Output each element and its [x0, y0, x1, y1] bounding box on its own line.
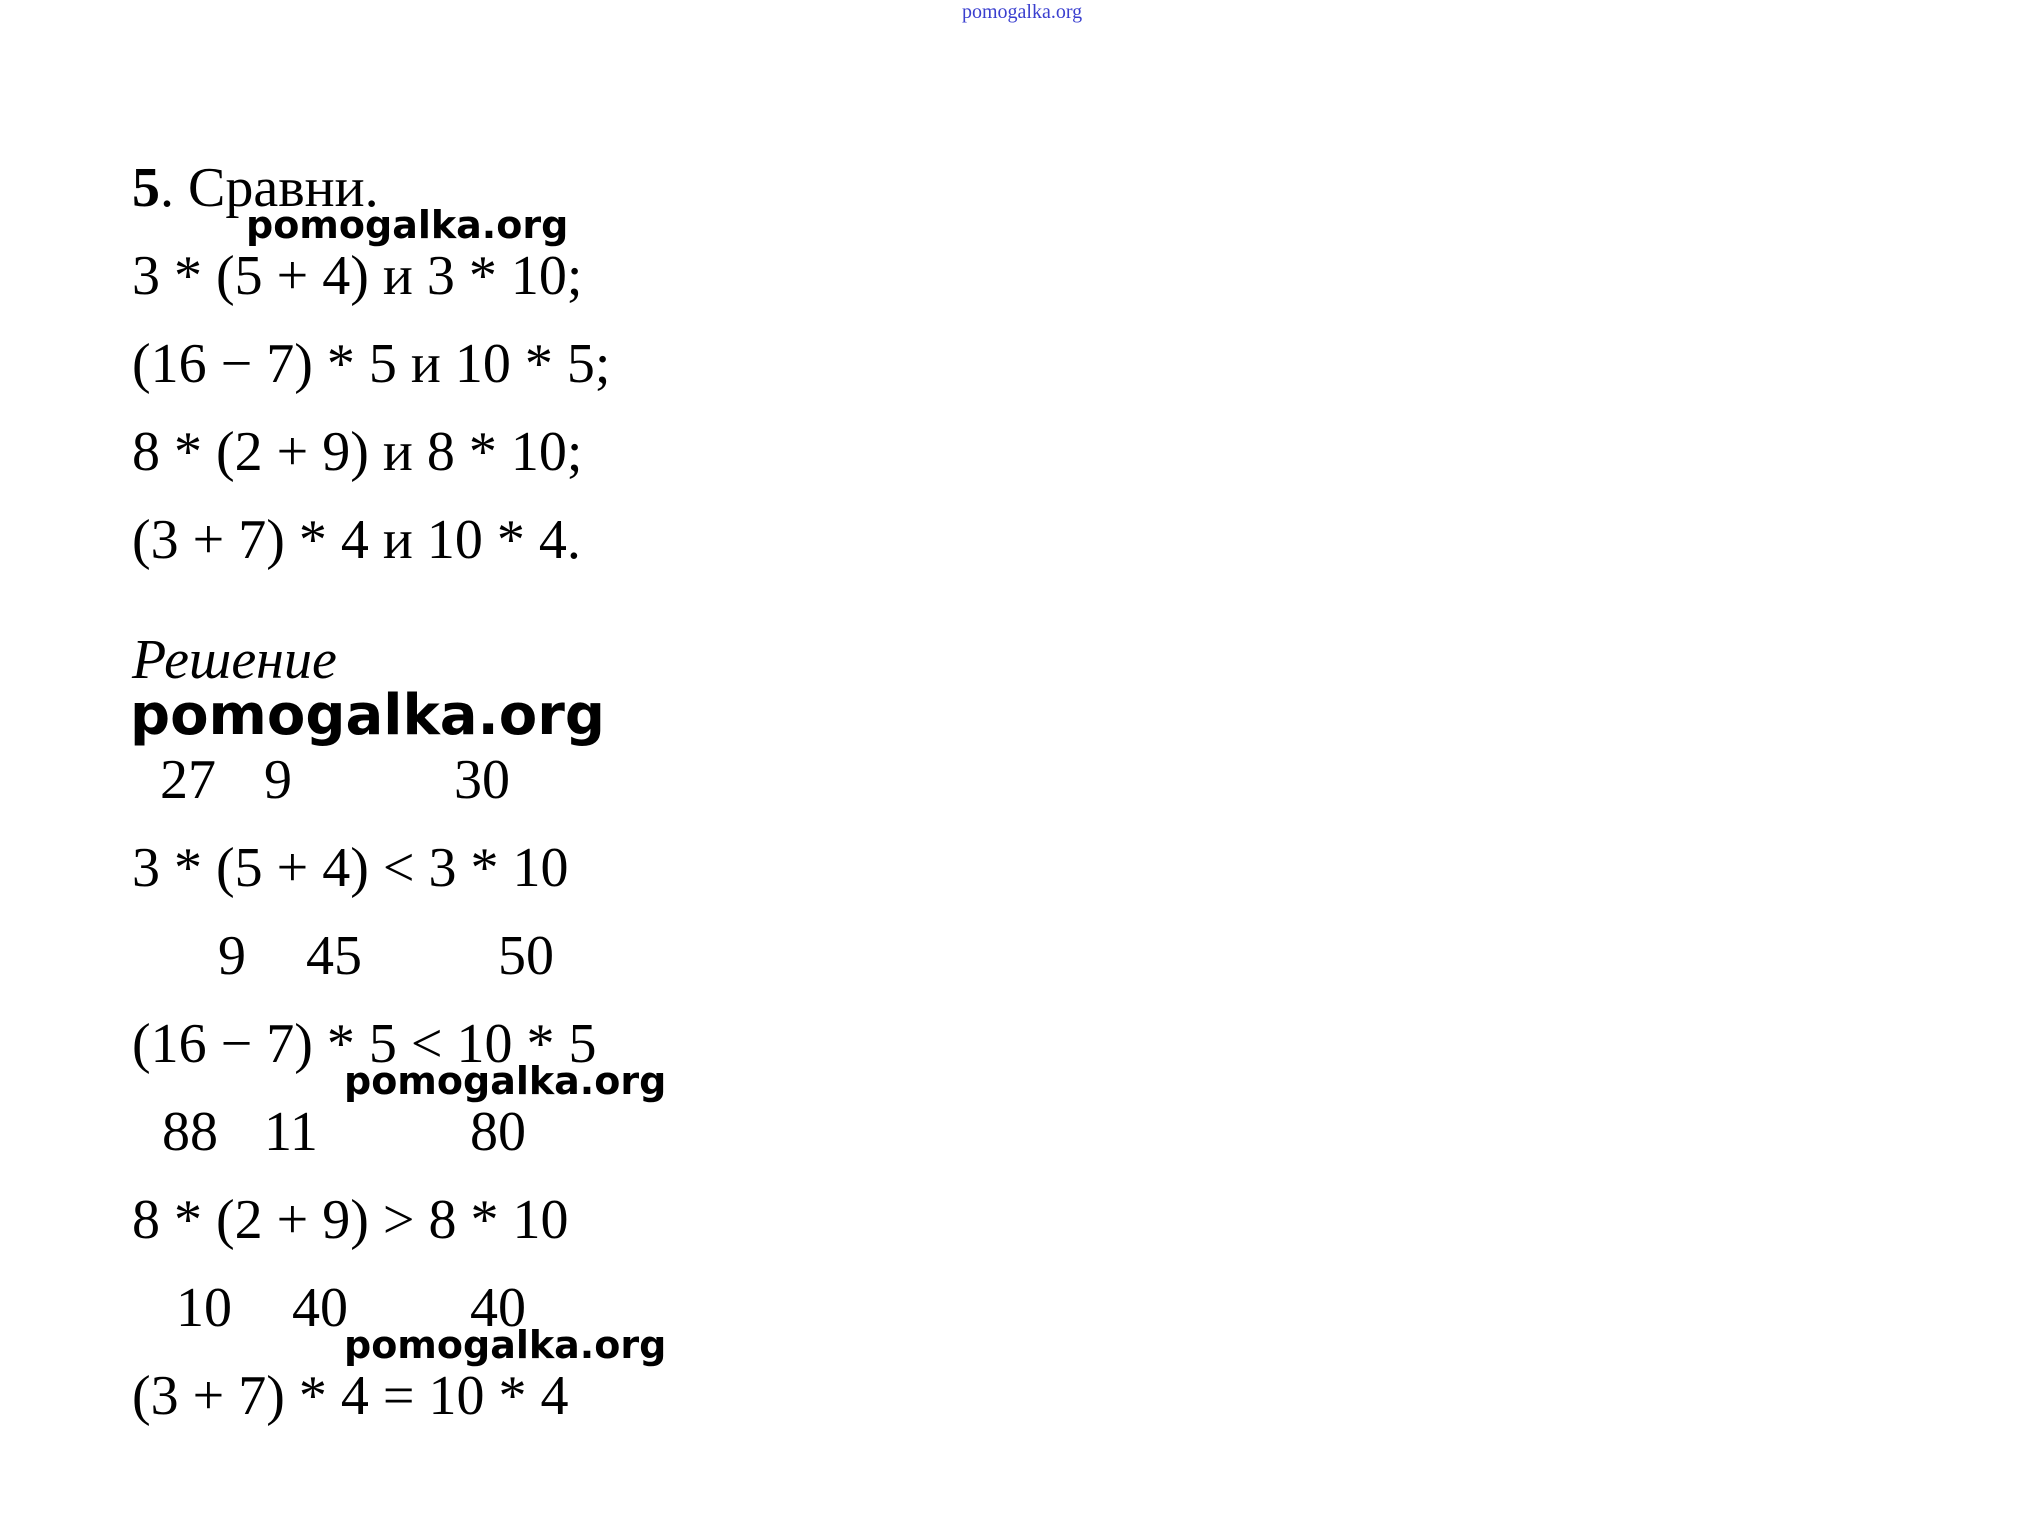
intermediate-result: 50 [498, 925, 554, 987]
intermediate-result: 80 [470, 1101, 526, 1163]
solution-expression: 8 * (2 + 9) > 8 * 10 [132, 1189, 569, 1251]
task-expression: (16 − 7) * 5 и 10 * 5; [132, 333, 611, 395]
solution-expression: (3 + 7) * 4 = 10 * 4 [132, 1365, 569, 1427]
task-number: 5 [132, 157, 160, 219]
intermediate-result: 45 [306, 925, 362, 987]
solution-expression: (16 − 7) * 5 < 10 * 5 [132, 1013, 597, 1075]
task-expression: 3 * (5 + 4) и 3 * 10; [132, 245, 583, 307]
intermediate-result: 40 [292, 1277, 348, 1339]
watermark: pomogalka.org [130, 683, 605, 748]
watermark: pomogalka.org [246, 203, 569, 247]
watermark: pomogalka.org [344, 1059, 667, 1103]
intermediate-result: 11 [264, 1101, 318, 1163]
task-expression: (3 + 7) * 4 и 10 * 4. [132, 509, 581, 571]
intermediate-result: 40 [470, 1277, 526, 1339]
intermediate-result: 27 [160, 749, 216, 811]
solution-expression: 3 * (5 + 4) < 3 * 10 [132, 837, 569, 899]
header-watermark: pomogalka.org [962, 1, 1083, 23]
solution-label: Решение [132, 629, 337, 691]
watermark: pomogalka.org [344, 1323, 667, 1367]
intermediate-result: 10 [176, 1277, 232, 1339]
task-title: . Сравни. [160, 157, 379, 219]
intermediate-result: 9 [218, 925, 246, 987]
intermediate-result: 9 [264, 749, 292, 811]
intermediate-result: 30 [454, 749, 510, 811]
intermediate-result: 88 [162, 1101, 218, 1163]
task-expression: 8 * (2 + 9) и 8 * 10; [132, 421, 583, 483]
